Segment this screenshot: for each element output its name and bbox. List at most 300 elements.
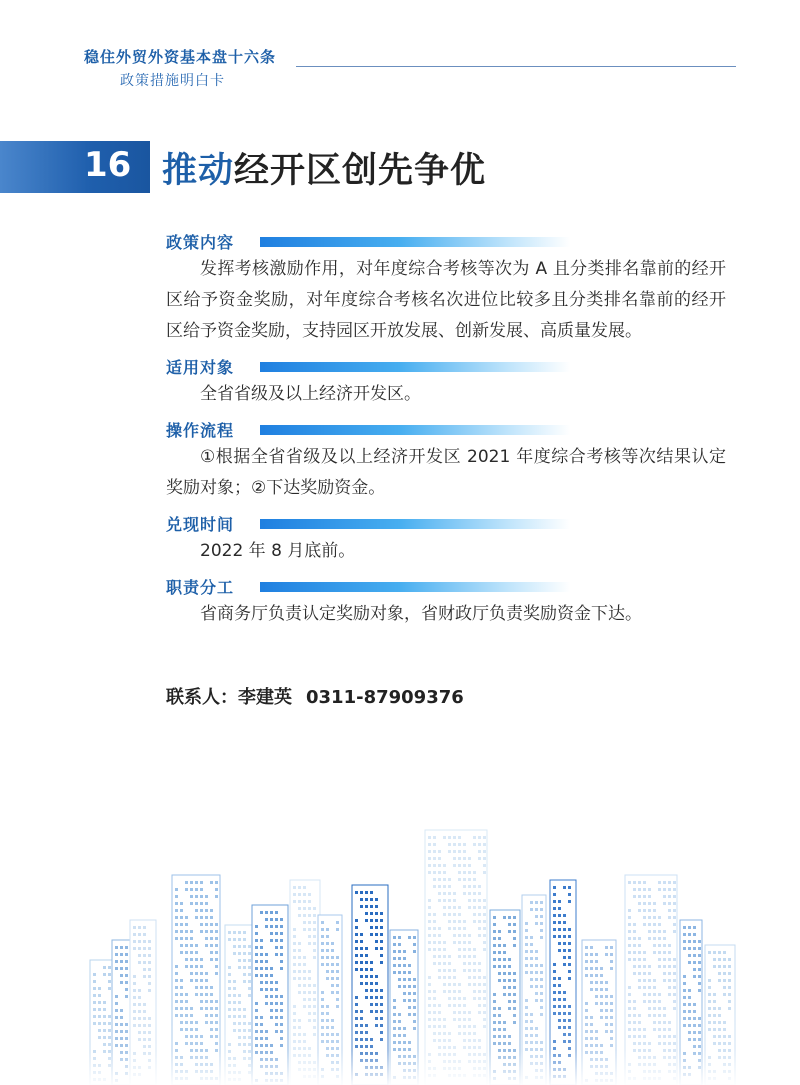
skyline-window	[313, 921, 316, 924]
skyline-window	[190, 937, 193, 940]
skyline-window	[663, 888, 666, 891]
skyline-window	[115, 953, 118, 956]
skyline-window	[540, 929, 543, 932]
skyline-window	[668, 881, 671, 884]
skyline-window	[433, 885, 436, 888]
skyline-window	[563, 963, 566, 966]
skyline-window	[270, 967, 273, 970]
skyline-window	[683, 926, 686, 929]
skyline-window	[233, 938, 236, 941]
skyline-window	[453, 857, 456, 860]
skyline-window	[200, 909, 203, 912]
skyline-window	[483, 871, 486, 874]
skyline-window	[180, 944, 183, 947]
skyline-window	[643, 965, 646, 968]
skyline-window	[693, 940, 696, 943]
skyline-window	[513, 930, 516, 933]
skyline-window	[303, 886, 306, 889]
skyline-window	[408, 936, 411, 939]
skyline-window	[458, 934, 461, 937]
section-label: 政策内容	[166, 233, 235, 252]
skyline-window	[360, 961, 363, 964]
skyline-window	[275, 918, 278, 921]
skyline-window	[360, 947, 363, 950]
header-divider	[296, 66, 736, 67]
skyline-window	[633, 895, 636, 898]
skyline-window	[498, 944, 501, 947]
skyline-window	[473, 913, 476, 916]
skyline-window	[133, 933, 136, 936]
skyline-window	[185, 881, 188, 884]
skyline-window	[185, 888, 188, 891]
skyline-window	[200, 965, 203, 968]
skyline-window	[605, 946, 608, 949]
skyline-window	[298, 886, 301, 889]
skyline-window	[535, 964, 538, 967]
skyline-window	[718, 958, 721, 961]
skyline-window	[463, 850, 466, 853]
skyline-window	[448, 920, 451, 923]
skyline-window	[308, 928, 311, 931]
section-bar	[260, 425, 570, 435]
skyline-window	[360, 898, 363, 901]
skyline-window	[438, 850, 441, 853]
skyline-window	[380, 961, 383, 964]
skyline-window	[443, 948, 446, 951]
skyline-window	[558, 907, 561, 910]
skyline-window	[643, 951, 646, 954]
skyline-window	[355, 891, 358, 894]
skyline-window	[638, 902, 641, 905]
skyline-window	[643, 909, 646, 912]
skyline-window	[280, 939, 283, 942]
skyline-window	[175, 888, 178, 891]
skyline-window	[673, 902, 676, 905]
skyline-window	[438, 948, 441, 951]
section-number: 16	[84, 145, 132, 185]
skyline-window	[595, 967, 598, 970]
skyline-window	[215, 930, 218, 933]
skyline-window	[125, 967, 128, 970]
skyline-window	[525, 943, 528, 946]
skyline-window	[723, 951, 726, 954]
skyline-window	[453, 913, 456, 916]
skyline-window	[265, 967, 268, 970]
skyline-window	[375, 926, 378, 929]
skyline-window	[463, 955, 466, 958]
skyline-window	[653, 902, 656, 905]
skyline-window	[298, 914, 301, 917]
skyline-window	[443, 899, 446, 902]
skyline-window	[143, 926, 146, 929]
skyline-window	[355, 940, 358, 943]
skyline-window	[433, 948, 436, 951]
skyline-window	[478, 913, 481, 916]
skyline-window	[336, 956, 339, 959]
skyline-window	[180, 937, 183, 940]
skyline-window	[463, 920, 466, 923]
skyline-window	[473, 899, 476, 902]
skyline-window	[498, 965, 501, 968]
skyline-window	[133, 947, 136, 950]
skyline-window	[673, 881, 676, 884]
skyline-window	[393, 936, 396, 939]
skyline-window	[143, 954, 146, 957]
skyline-window	[321, 935, 324, 938]
skyline-window	[658, 923, 661, 926]
skyline-window	[508, 930, 511, 933]
skyline-window	[360, 954, 363, 957]
skyline-window	[525, 964, 528, 967]
skyline-window	[428, 836, 431, 839]
skyline-window	[120, 953, 123, 956]
skyline-window	[205, 895, 208, 898]
skyline-window	[688, 947, 691, 950]
skyline-window	[525, 957, 528, 960]
skyline-window	[293, 935, 296, 938]
skyline-window	[355, 926, 358, 929]
skyline-window	[428, 871, 431, 874]
skyline-window	[693, 947, 696, 950]
skyline-window	[590, 960, 593, 963]
skyline-window	[553, 907, 556, 910]
skyline-window	[448, 927, 451, 930]
skyline-window	[478, 899, 481, 902]
skyline-window	[658, 881, 661, 884]
skyline-window	[453, 920, 456, 923]
skyline-window	[228, 938, 231, 941]
skyline-window	[728, 965, 731, 968]
skyline-window	[433, 927, 436, 930]
skyline-window	[585, 967, 588, 970]
skyline-window	[610, 967, 613, 970]
skyline-window	[673, 958, 676, 961]
skyline-window	[215, 965, 218, 968]
skyline-window	[180, 923, 183, 926]
skyline-window	[648, 937, 651, 940]
skyline-window	[398, 964, 401, 967]
skyline-window	[708, 951, 711, 954]
skyline-window	[530, 943, 533, 946]
skyline-window	[643, 916, 646, 919]
skyline-window	[293, 963, 296, 966]
skyline-window	[238, 966, 241, 969]
skyline-window	[438, 927, 441, 930]
skyline-window	[668, 909, 671, 912]
skyline-window	[403, 950, 406, 953]
skyline-window	[438, 899, 441, 902]
skyline-window	[398, 950, 401, 953]
skyline-window	[448, 836, 451, 839]
skyline-window	[321, 928, 324, 931]
skyline-window	[190, 881, 193, 884]
skyline-window	[473, 885, 476, 888]
skyline-window	[453, 892, 456, 895]
skyline-window	[663, 881, 666, 884]
skyline-window	[248, 966, 251, 969]
skyline-window	[478, 885, 481, 888]
skyline-window	[195, 888, 198, 891]
skyline-window	[205, 916, 208, 919]
skyline-window	[483, 857, 486, 860]
skyline-window	[133, 926, 136, 929]
skyline-window	[473, 871, 476, 874]
skyline-window	[468, 864, 471, 867]
skyline-window	[633, 881, 636, 884]
skyline-window	[448, 878, 451, 881]
skyline-window	[658, 916, 661, 919]
skyline-window	[125, 946, 128, 949]
skyline-window	[558, 928, 561, 931]
skyline-window	[190, 895, 193, 898]
skyline-window	[638, 951, 641, 954]
skyline-window	[638, 965, 641, 968]
skyline-window	[493, 965, 496, 968]
skyline-window	[255, 960, 258, 963]
skyline-window	[513, 937, 516, 940]
skyline-window	[468, 885, 471, 888]
skyline-window	[553, 886, 556, 889]
skyline-window	[255, 932, 258, 935]
skyline-window	[265, 925, 268, 928]
skyline-window	[413, 936, 416, 939]
skyline-window	[713, 951, 716, 954]
skyline-window	[728, 958, 731, 961]
skyline-window	[553, 893, 556, 896]
skyline-window	[308, 914, 311, 917]
skyline-window	[648, 888, 651, 891]
skyline-window	[125, 960, 128, 963]
skyline-window	[375, 898, 378, 901]
skyline-window	[478, 962, 481, 965]
skyline-window	[438, 941, 441, 944]
skyline-window	[243, 938, 246, 941]
skyline-window	[190, 965, 193, 968]
skyline-window	[195, 944, 198, 947]
skyline-window	[255, 967, 258, 970]
skyline-window	[463, 885, 466, 888]
skyline-window	[553, 928, 556, 931]
skyline-window	[280, 932, 283, 935]
skyline-window	[308, 900, 311, 903]
skyline-window	[280, 960, 283, 963]
skyline-window	[540, 922, 543, 925]
skyline-window	[558, 921, 561, 924]
skyline-window	[313, 949, 316, 952]
skyline-window	[233, 945, 236, 948]
skyline-window	[313, 935, 316, 938]
skyline-window	[185, 937, 188, 940]
skyline-window	[433, 857, 436, 860]
skyline-window	[453, 843, 456, 846]
skyline-window	[138, 954, 141, 957]
skyline-window	[248, 952, 251, 955]
skyline-window	[190, 958, 193, 961]
skyline-window	[483, 864, 486, 867]
skyline-window	[595, 953, 598, 956]
skyline-window	[336, 928, 339, 931]
skyline-window	[638, 881, 641, 884]
skyline-window	[355, 919, 358, 922]
skyline-window	[238, 931, 241, 934]
skyline-window	[185, 944, 188, 947]
skyline-window	[563, 914, 566, 917]
skyline-window	[525, 936, 528, 939]
contact-line	[166, 683, 478, 709]
skyline-window	[673, 923, 676, 926]
skyline-window	[298, 900, 301, 903]
skyline-window	[210, 951, 213, 954]
skyline-window	[563, 935, 566, 938]
skyline-window	[355, 947, 358, 950]
skyline-window	[648, 923, 651, 926]
skyline-window	[428, 864, 431, 867]
skyline-window	[633, 965, 636, 968]
skyline-window	[326, 935, 329, 938]
skyline-window	[718, 965, 721, 968]
skyline-window	[336, 963, 339, 966]
skyline-window	[468, 857, 471, 860]
skyline-window	[658, 958, 661, 961]
skyline-window	[558, 900, 561, 903]
skyline-window	[493, 937, 496, 940]
skyline-window	[260, 953, 263, 956]
skyline-window	[298, 907, 301, 910]
section-text: 省商务厅负责认定奖励对象，省财政厅负责奖励资金下达。	[200, 604, 642, 624]
skyline-window	[463, 871, 466, 874]
skyline-window	[668, 888, 671, 891]
skyline-window	[228, 966, 231, 969]
skyline-window	[380, 940, 383, 943]
skyline-window	[540, 908, 543, 911]
skyline-window	[428, 913, 431, 916]
skyline-window	[370, 919, 373, 922]
skyline-window	[210, 930, 213, 933]
skyline-window	[530, 950, 533, 953]
section-bar	[260, 362, 570, 372]
skyline-window	[458, 920, 461, 923]
skyline-window	[498, 937, 501, 940]
skyline-window	[200, 930, 203, 933]
skyline-window	[483, 927, 486, 930]
skyline-window	[693, 954, 696, 957]
skyline-window	[331, 942, 334, 945]
skyline-window	[143, 933, 146, 936]
skyline-window	[185, 965, 188, 968]
skyline-window	[205, 937, 208, 940]
skyline-window	[540, 901, 543, 904]
skyline-window	[265, 918, 268, 921]
skyline-window	[200, 895, 203, 898]
skyline-window	[673, 895, 676, 898]
skyline-window	[375, 905, 378, 908]
skyline-window	[190, 944, 193, 947]
skyline-window	[530, 957, 533, 960]
skyline-window	[558, 949, 561, 952]
skyline-window	[438, 892, 441, 895]
skyline-window	[380, 954, 383, 957]
skyline-window	[643, 923, 646, 926]
skyline-window	[190, 951, 193, 954]
skyline-window	[658, 888, 661, 891]
skyline-window	[668, 895, 671, 898]
skyline-window	[483, 913, 486, 916]
skyline-window	[448, 962, 451, 965]
skyline-window	[458, 941, 461, 944]
skyline-window	[413, 950, 416, 953]
skyline-window	[260, 939, 263, 942]
skyline-window	[120, 967, 123, 970]
skyline-window	[148, 947, 151, 950]
skyline-window	[365, 898, 368, 901]
skyline-window	[648, 916, 651, 919]
skyline-window	[648, 965, 651, 968]
skyline-window	[663, 944, 666, 947]
skyline-window	[478, 906, 481, 909]
skyline-window	[448, 955, 451, 958]
skyline-window	[628, 923, 631, 926]
skyline-window	[468, 892, 471, 895]
skyline-window	[553, 963, 556, 966]
skyline-window	[453, 899, 456, 902]
skyline-window	[535, 901, 538, 904]
skyline-window	[473, 948, 476, 951]
skyline-window	[663, 958, 666, 961]
skyline-window	[483, 850, 486, 853]
skyline-window	[473, 878, 476, 881]
skyline-window	[553, 900, 556, 903]
skyline-window	[458, 955, 461, 958]
skyline-window	[210, 923, 213, 926]
skyline-window	[260, 967, 263, 970]
skyline-window	[303, 921, 306, 924]
skyline-window	[270, 932, 273, 935]
skyline-window	[688, 926, 691, 929]
section-label: 职责分工	[166, 578, 235, 597]
skyline-window	[493, 923, 496, 926]
skyline-window	[438, 885, 441, 888]
skyline-window	[398, 943, 401, 946]
skyline-window	[468, 934, 471, 937]
skyline-window	[453, 836, 456, 839]
skyline-window	[175, 916, 178, 919]
skyline-window	[458, 850, 461, 853]
skyline-window	[535, 908, 538, 911]
skyline-window	[248, 945, 251, 948]
skyline-window	[210, 881, 213, 884]
skyline-window	[243, 931, 246, 934]
skyline-window	[433, 934, 436, 937]
skyline-window	[663, 951, 666, 954]
skyline-window	[138, 947, 141, 950]
skyline-window	[590, 946, 593, 949]
skyline-window	[265, 960, 268, 963]
skyline-window	[365, 919, 368, 922]
skyline-window	[103, 966, 106, 969]
skyline-window	[633, 923, 636, 926]
skyline-window	[195, 951, 198, 954]
skyline-window	[458, 913, 461, 916]
skyline-window	[540, 936, 543, 939]
skyline-window	[308, 935, 311, 938]
skyline-window	[298, 942, 301, 945]
skyline-window	[453, 864, 456, 867]
skyline-window	[693, 933, 696, 936]
skyline-window	[438, 934, 441, 937]
skyline-window	[365, 954, 368, 957]
skyline-window	[653, 930, 656, 933]
skyline-window	[698, 947, 701, 950]
